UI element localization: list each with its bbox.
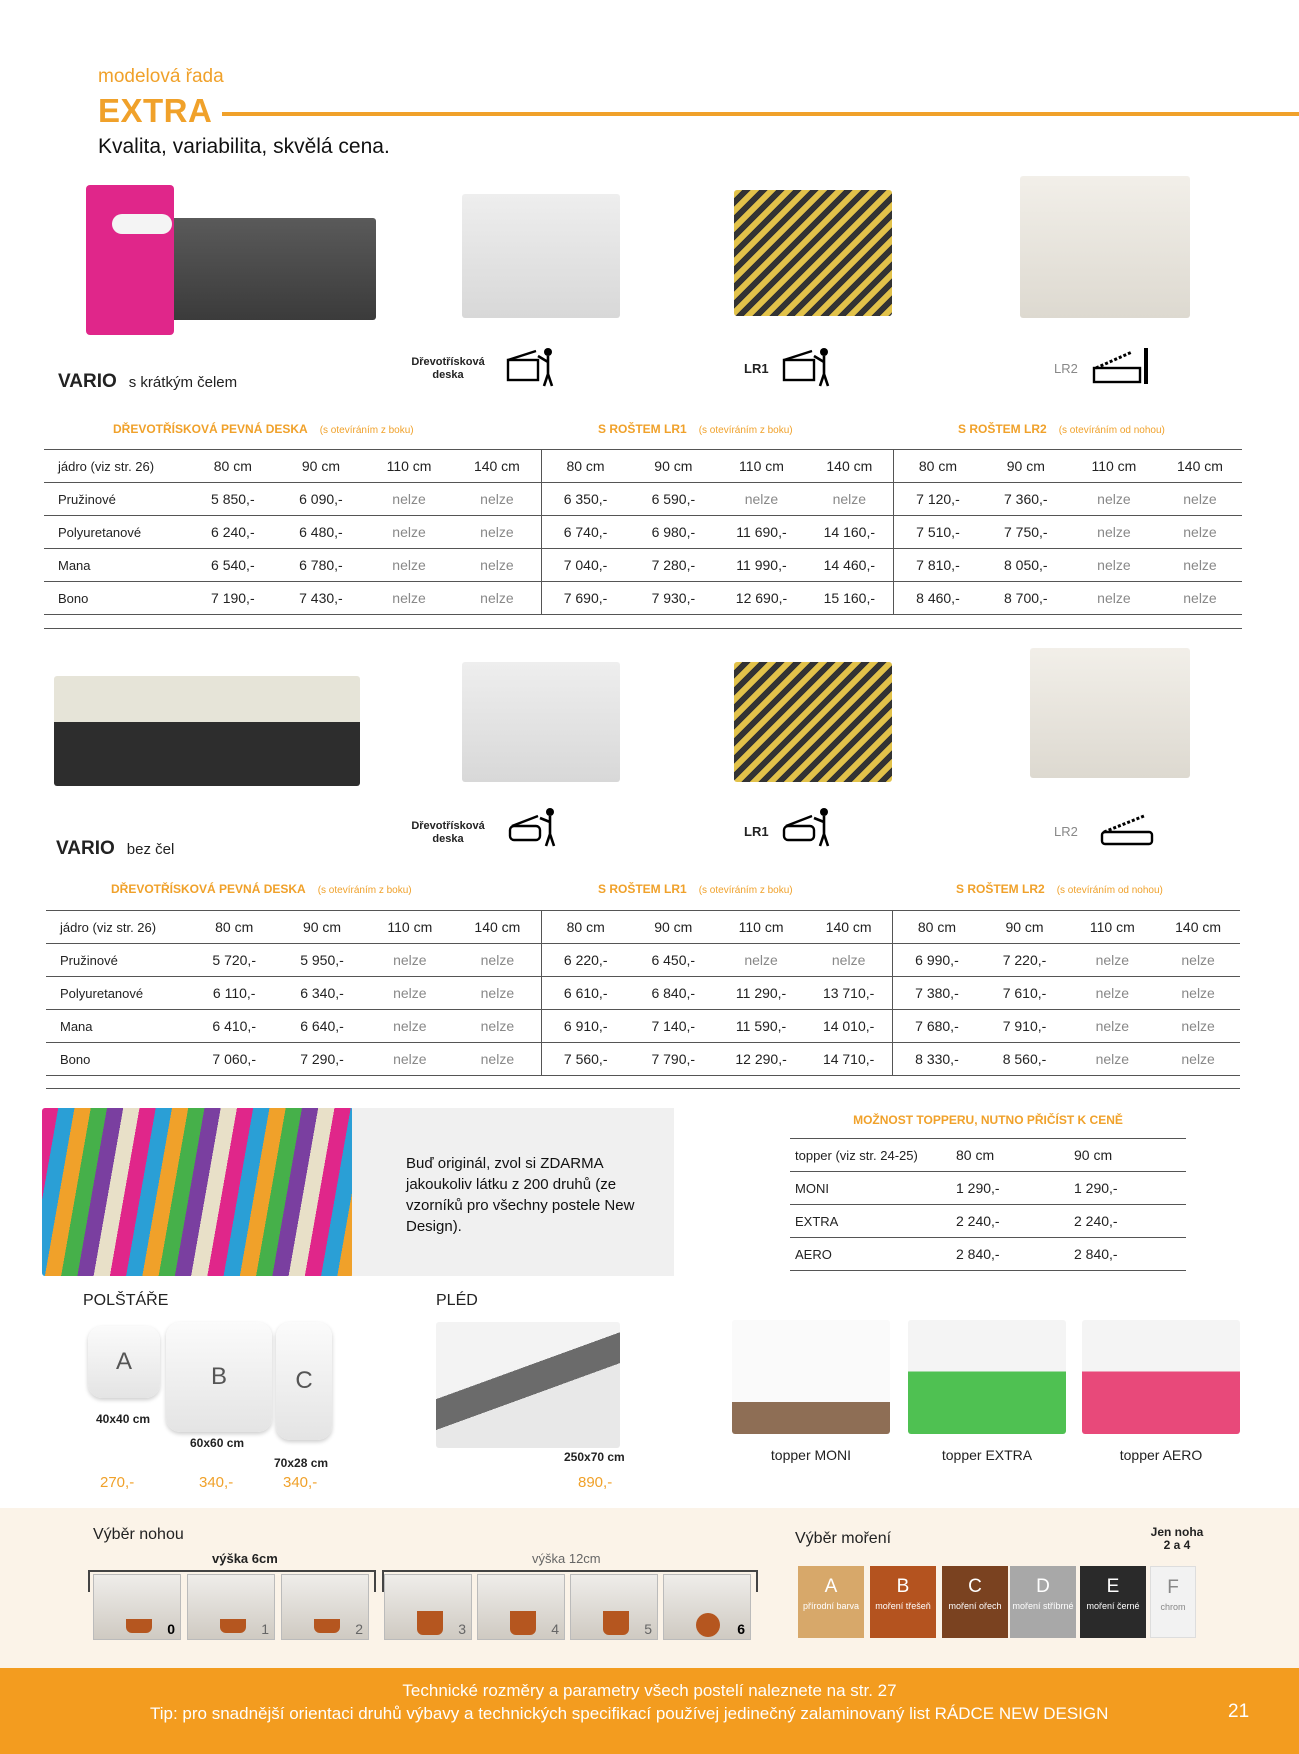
- price-cell: 7 810,-: [894, 549, 982, 582]
- width-header: 140 cm: [1158, 450, 1242, 483]
- topper-price: 1 290,-: [1068, 1172, 1186, 1205]
- width-header: 110 cm: [1068, 911, 1156, 944]
- price-cell: 14 010,-: [805, 1010, 893, 1043]
- promo-text: Buď originál, zvol si ZDARMA jakoukoliv látku z 200 druhů (ze vzorníků pro všechny postele New Design).: [406, 1155, 635, 1235]
- side-lift-icon: [782, 346, 832, 388]
- leg-foot: [220, 1619, 246, 1633]
- stain-option-d[interactable]: [1010, 1566, 1076, 1638]
- price-cell: 6 740,-: [541, 516, 629, 549]
- table-row: [44, 549, 1242, 582]
- width-header: 140 cm: [453, 450, 541, 483]
- price-cell: 11 990,-: [717, 549, 805, 582]
- price-table-vario-short: [44, 449, 1242, 615]
- price-cell: nelze: [453, 516, 541, 549]
- price-cell: 7 040,-: [541, 549, 629, 582]
- mech-label-lr1-2: LR1: [744, 824, 769, 839]
- stain-description: moření ořech: [948, 1601, 1002, 1611]
- stain-letter: E: [1106, 1576, 1120, 1597]
- topper-name: topper (viz str. 24-25): [790, 1139, 950, 1172]
- side-lift-icon: [508, 806, 558, 848]
- pillow-b: B: [166, 1322, 272, 1432]
- page-number: 21: [1228, 1701, 1250, 1722]
- core-header: jádro (viz str. 26): [46, 911, 190, 944]
- leg-number: 0: [167, 1621, 175, 1637]
- price-cell: 7 220,-: [981, 944, 1069, 977]
- table-header-row: [44, 450, 1242, 483]
- topper-extra-photo: [908, 1320, 1066, 1434]
- core-header: jádro (viz str. 26): [44, 450, 189, 483]
- group-title: S ROŠTEM LR1: [598, 882, 687, 896]
- price-cell: nelze: [366, 1010, 454, 1043]
- product-variant: bez čel: [126, 841, 175, 858]
- section-rule: [44, 628, 1242, 629]
- mech-label-chipboard-2: Dřevotřísková deska: [411, 820, 485, 845]
- width-header: 110 cm: [365, 450, 453, 483]
- price-cell: 7 190,-: [189, 582, 277, 615]
- legs-heading: Výběr nohou: [93, 1526, 184, 1543]
- stain-description: moření stříbrné: [1012, 1601, 1074, 1611]
- width-header: 80 cm: [190, 911, 278, 944]
- pillow-white: [112, 214, 172, 234]
- price-cell: 7 560,-: [542, 1043, 630, 1076]
- section-rule: [46, 1088, 1240, 1089]
- width-header: 110 cm: [1070, 450, 1158, 483]
- price-cell: nelze: [1156, 977, 1240, 1010]
- pillow-c-size: 70x28 cm: [274, 1456, 329, 1470]
- topper-price-table: [790, 1138, 1186, 1271]
- stain-option-b[interactable]: [870, 1566, 936, 1638]
- stain-option-e[interactable]: [1080, 1566, 1146, 1638]
- width-header: 90 cm: [982, 450, 1070, 483]
- price-cell: 11 590,-: [717, 1010, 805, 1043]
- legs-group-12: výška 12cm: [532, 1551, 601, 1566]
- price-cell: nelze: [1068, 1043, 1156, 1076]
- topper-price: 2 240,-: [950, 1205, 1068, 1238]
- topper-price: 1 290,-: [950, 1172, 1068, 1205]
- width-header: 90 cm: [277, 450, 365, 483]
- group-title: S ROŠTEM LR2: [958, 422, 1047, 436]
- footer-line-1: Technické rozměry a parametry všech postelí naleznete na str. 27: [402, 1681, 897, 1700]
- fabric-swatches-photo: [42, 1108, 354, 1276]
- leg-option-0[interactable]: [93, 1574, 181, 1640]
- price-cell: nelze: [1070, 549, 1158, 582]
- price-cell: nelze: [454, 1043, 542, 1076]
- price-cell: 7 120,-: [894, 483, 982, 516]
- price-cell: 15 160,-: [806, 582, 894, 615]
- stain-option-f[interactable]: [1150, 1566, 1196, 1638]
- price-cell: nelze: [1068, 977, 1156, 1010]
- leg-foot: [126, 1619, 152, 1633]
- group-header-lr2-2: [956, 882, 1163, 896]
- group-title: S ROŠTEM LR1: [598, 422, 687, 436]
- price-cell: nelze: [1068, 1010, 1156, 1043]
- price-cell: nelze: [365, 582, 453, 615]
- price-cell: nelze: [1158, 483, 1242, 516]
- price-cell: 6 540,-: [189, 549, 277, 582]
- bed-photo-lr1-2: [734, 662, 892, 782]
- bed-photo-lr1-1: [734, 190, 892, 316]
- topper-row: [790, 1172, 1186, 1205]
- footer-line-2: Tip: pro snadnější orientaci druhů výbavy a technických specifikací používej jedinečný zalaminovaný list RÁDCE NEW DESIGN: [150, 1704, 1109, 1723]
- mech-label-lr2-1: LR2: [1054, 361, 1078, 376]
- leg-option-1[interactable]: [187, 1574, 275, 1640]
- bed-photo-chipboard-2: [462, 662, 620, 782]
- price-cell: 14 460,-: [806, 549, 894, 582]
- core-label: Mana: [44, 549, 189, 582]
- price-cell: 7 360,-: [982, 483, 1070, 516]
- table-row: [46, 1010, 1240, 1043]
- group-header-lr1-1: [598, 422, 793, 436]
- topper-price: 90 cm: [1068, 1139, 1186, 1172]
- width-header: 80 cm: [894, 450, 982, 483]
- topper-price: 2 840,-: [950, 1238, 1068, 1271]
- price-cell: 7 680,-: [893, 1010, 981, 1043]
- table-row: [46, 944, 1240, 977]
- stain-description: moření třešeň: [875, 1601, 931, 1611]
- topper-name: AERO: [790, 1238, 950, 1271]
- leg-number: 5: [644, 1621, 652, 1637]
- price-cell: 6 990,-: [893, 944, 981, 977]
- topper-moni-photo: [732, 1320, 890, 1434]
- price-cell: 6 450,-: [629, 944, 717, 977]
- bed-photo-vario-short: [92, 218, 376, 320]
- price-cell: 8 050,-: [982, 549, 1070, 582]
- topper-row: [790, 1205, 1186, 1238]
- pillow-b-size: 60x60 cm: [190, 1436, 245, 1450]
- stain-letter: A: [824, 1576, 838, 1597]
- price-cell: 7 140,-: [629, 1010, 717, 1043]
- price-cell: 7 290,-: [278, 1043, 366, 1076]
- stain-option-a[interactable]: [798, 1566, 864, 1638]
- price-cell: 8 560,-: [981, 1043, 1069, 1076]
- width-header: 140 cm: [454, 911, 542, 944]
- product-label: VARIO: [58, 371, 117, 392]
- price-cell: 6 980,-: [629, 516, 717, 549]
- leg-foot: [417, 1611, 443, 1635]
- tagline: Kvalita, variabilita, skvělá cena.: [98, 135, 390, 158]
- width-header: 90 cm: [629, 450, 717, 483]
- price-cell: 7 510,-: [894, 516, 982, 549]
- price-cell: 7 610,-: [981, 977, 1069, 1010]
- price-cell: nelze: [1156, 1010, 1240, 1043]
- price-cell: 6 910,-: [542, 1010, 630, 1043]
- bed-photo-lr2-1: [1020, 176, 1190, 318]
- stain-letter: B: [896, 1576, 910, 1597]
- pillow-a-size: 40x40 cm: [96, 1412, 151, 1426]
- leg-option-6[interactable]: [663, 1574, 751, 1640]
- stains-heading: Výběr moření: [795, 1530, 892, 1547]
- core-label: Mana: [46, 1010, 190, 1043]
- price-cell: 7 750,-: [982, 516, 1070, 549]
- price-cell: nelze: [1158, 549, 1242, 582]
- table-row: [46, 1043, 1240, 1076]
- stain-letter: C: [968, 1576, 982, 1597]
- table-row: [44, 483, 1242, 516]
- topper-price: 2 240,-: [1068, 1205, 1186, 1238]
- leg-option-4[interactable]: [477, 1574, 565, 1640]
- stain-letter: D: [1036, 1576, 1050, 1597]
- side-lift-icon: [506, 346, 556, 388]
- price-cell: 6 840,-: [629, 977, 717, 1010]
- pillows-heading: POLŠTÁŘE: [83, 1292, 169, 1309]
- group-title: S ROŠTEM LR2: [956, 882, 1045, 896]
- price-cell: 6 410,-: [190, 1010, 278, 1043]
- price-cell: nelze: [366, 977, 454, 1010]
- topper-aero-photo: [1082, 1320, 1240, 1434]
- group-note: (s otevíráním z boku): [698, 885, 793, 896]
- leg-number: 2: [355, 1621, 363, 1637]
- price-cell: 6 350,-: [541, 483, 629, 516]
- price-cell: 7 930,-: [629, 582, 717, 615]
- group-note: (s otevíráním od nohou): [1058, 425, 1165, 436]
- core-label: Polyuretanové: [46, 977, 190, 1010]
- topper-heading: MOŽNOST TOPPERU, NUTNO PŘIČÍST K CENĚ: [853, 1113, 1123, 1127]
- price-cell: 7 380,-: [893, 977, 981, 1010]
- price-cell: 11 290,-: [717, 977, 805, 1010]
- price-cell: nelze: [454, 977, 542, 1010]
- price-cell: 7 690,-: [541, 582, 629, 615]
- leg-option-2[interactable]: [281, 1574, 369, 1640]
- stain-description: přírodní barva: [802, 1601, 860, 1611]
- pled-size: 250x70 cm: [564, 1450, 625, 1464]
- price-cell: nelze: [454, 1010, 542, 1043]
- leg-foot: [603, 1611, 629, 1635]
- group-note: (s otevíráním od nohou): [1056, 885, 1163, 896]
- price-cell: 6 780,-: [277, 549, 365, 582]
- product-name-2: [56, 838, 174, 860]
- mech-label-lr1-1: LR1: [744, 361, 769, 376]
- product-variant: s krátkým čelem: [128, 374, 238, 391]
- price-cell: nelze: [1070, 516, 1158, 549]
- width-header: 90 cm: [629, 911, 717, 944]
- core-label: Pružinové: [46, 944, 190, 977]
- price-cell: 11 690,-: [717, 516, 805, 549]
- stain-option-c[interactable]: [942, 1566, 1008, 1638]
- price-cell: 5 950,-: [278, 944, 366, 977]
- bed-photo-lr2-2: [1030, 648, 1190, 778]
- leg-option-3[interactable]: [384, 1574, 472, 1640]
- price-cell: nelze: [1068, 944, 1156, 977]
- price-cell: nelze: [1158, 582, 1242, 615]
- price-cell: 7 790,-: [629, 1043, 717, 1076]
- leg-foot: [314, 1619, 340, 1633]
- price-cell: 6 240,-: [189, 516, 277, 549]
- width-header: 140 cm: [805, 911, 893, 944]
- price-cell: nelze: [1070, 483, 1158, 516]
- topper-name: EXTRA: [790, 1205, 950, 1238]
- series-label: modelová řada: [98, 66, 224, 87]
- price-table-vario-no-head: [46, 910, 1240, 1076]
- topper-moni-label: topper MONI: [770, 1447, 852, 1463]
- mech-label-lr2-2: LR2: [1054, 824, 1078, 839]
- price-cell: nelze: [453, 483, 541, 516]
- price-cell: 6 640,-: [278, 1010, 366, 1043]
- price-cell: nelze: [1070, 582, 1158, 615]
- stains-note: Jen noha 2 a 4: [1150, 1525, 1204, 1552]
- price-cell: nelze: [805, 944, 893, 977]
- legs-group-6: výška 6cm: [212, 1551, 278, 1566]
- price-cell: nelze: [453, 549, 541, 582]
- price-cell: 7 280,-: [629, 549, 717, 582]
- price-cell: 7 430,-: [277, 582, 365, 615]
- price-cell: nelze: [717, 483, 805, 516]
- group-note: (s otevíráním z boku): [698, 425, 793, 436]
- product-label: VARIO: [56, 838, 115, 859]
- price-cell: nelze: [1156, 944, 1240, 977]
- table-row: [44, 516, 1242, 549]
- table-row: [44, 582, 1242, 615]
- stain-description: chrom: [1160, 1602, 1186, 1612]
- mech-label-chipboard-1: Dřevotřísková deska: [411, 356, 485, 381]
- group-note: (s otevíráním z boku): [317, 885, 412, 896]
- price-cell: 6 220,-: [542, 944, 630, 977]
- width-header: 80 cm: [893, 911, 981, 944]
- price-cell: 8 460,-: [894, 582, 982, 615]
- foot-lift-icon: [1092, 346, 1150, 388]
- foot-lift-icon: [1100, 812, 1158, 850]
- group-title: DŘEVOTŘÍSKOVÁ PEVNÁ DESKA: [111, 882, 306, 896]
- price-cell: 8 330,-: [893, 1043, 981, 1076]
- group-header-chipboard-2: [111, 882, 412, 896]
- pillow-c-price: 340,-: [283, 1474, 318, 1491]
- price-cell: nelze: [1158, 516, 1242, 549]
- topper-aero-label: topper AERO: [1119, 1447, 1203, 1463]
- pillow-c: C: [276, 1322, 332, 1440]
- table-row: [46, 977, 1240, 1010]
- stain-letter: F: [1167, 1577, 1179, 1598]
- price-cell: nelze: [366, 944, 454, 977]
- topper-price: 80 cm: [950, 1139, 1068, 1172]
- core-label: Pružinové: [44, 483, 189, 516]
- price-cell: 6 340,-: [278, 977, 366, 1010]
- core-label: Bono: [44, 582, 189, 615]
- width-header: 110 cm: [717, 911, 805, 944]
- group-note: (s otevíráním z boku): [319, 425, 414, 436]
- table-header-row: [46, 911, 1240, 944]
- price-cell: 6 480,-: [277, 516, 365, 549]
- price-cell: 8 700,-: [982, 582, 1070, 615]
- price-cell: 6 110,-: [190, 977, 278, 1010]
- leg-number: 6: [737, 1621, 745, 1637]
- core-label: Bono: [46, 1043, 190, 1076]
- price-cell: nelze: [366, 1043, 454, 1076]
- price-cell: 12 290,-: [717, 1043, 805, 1076]
- price-cell: nelze: [365, 516, 453, 549]
- width-header: 140 cm: [806, 450, 894, 483]
- width-header: 110 cm: [366, 911, 454, 944]
- topper-row: [790, 1238, 1186, 1271]
- leg-number: 3: [458, 1621, 466, 1637]
- width-header: 90 cm: [981, 911, 1069, 944]
- pled-heading: PLÉD: [436, 1292, 478, 1309]
- price-cell: nelze: [717, 944, 805, 977]
- group-title: DŘEVOTŘÍSKOVÁ PEVNÁ DESKA: [113, 422, 308, 436]
- topper-header-row: [790, 1139, 1186, 1172]
- price-cell: 6 090,-: [277, 483, 365, 516]
- leg-foot: [696, 1613, 720, 1637]
- group-header-lr2-1: [958, 422, 1165, 436]
- leg-foot: [510, 1611, 536, 1635]
- width-header: 80 cm: [189, 450, 277, 483]
- price-cell: nelze: [1156, 1043, 1240, 1076]
- price-cell: nelze: [806, 483, 894, 516]
- width-header: 80 cm: [541, 450, 629, 483]
- pillow-a-price: 270,-: [100, 1474, 135, 1491]
- price-cell: 7 060,-: [190, 1043, 278, 1076]
- width-header: 140 cm: [1156, 911, 1240, 944]
- side-lift-icon: [782, 806, 832, 848]
- product-name-1: [58, 371, 237, 393]
- width-header: 110 cm: [717, 450, 805, 483]
- price-cell: 13 710,-: [805, 977, 893, 1010]
- price-cell: 14 160,-: [806, 516, 894, 549]
- price-cell: nelze: [365, 483, 453, 516]
- core-label: Polyuretanové: [44, 516, 189, 549]
- group-header-lr1-2: [598, 882, 793, 896]
- price-cell: 5 850,-: [189, 483, 277, 516]
- topper-name: MONI: [790, 1172, 950, 1205]
- price-cell: nelze: [365, 549, 453, 582]
- group-header-chipboard-1: [113, 422, 414, 436]
- price-cell: 7 910,-: [981, 1010, 1069, 1043]
- topper-price: 2 840,-: [1068, 1238, 1186, 1271]
- leg-option-5[interactable]: [570, 1574, 658, 1640]
- price-cell: 6 610,-: [542, 977, 630, 1010]
- topper-extra-label: topper EXTRA: [941, 1447, 1033, 1463]
- leg-number: 4: [551, 1621, 559, 1637]
- price-cell: 5 720,-: [190, 944, 278, 977]
- pled-price: 890,-: [578, 1474, 613, 1491]
- price-cell: 6 590,-: [629, 483, 717, 516]
- pillow-a: A: [88, 1326, 160, 1398]
- width-header: 90 cm: [278, 911, 366, 944]
- bed-photo-chipboard-1: [462, 194, 620, 318]
- leg-number: 1: [261, 1621, 269, 1637]
- price-cell: nelze: [454, 944, 542, 977]
- width-header: 80 cm: [542, 911, 630, 944]
- page-title: EXTRA: [98, 92, 213, 129]
- stain-description: moření černé: [1086, 1601, 1140, 1611]
- price-cell: 14 710,-: [805, 1043, 893, 1076]
- price-cell: 12 690,-: [717, 582, 805, 615]
- pillow-b-price: 340,-: [199, 1474, 234, 1491]
- bed-photo-vario-no-head: [54, 676, 360, 786]
- pled-photo: [436, 1322, 620, 1448]
- title-rule: [222, 112, 1299, 116]
- headboard-pink: [86, 185, 174, 335]
- price-cell: nelze: [453, 582, 541, 615]
